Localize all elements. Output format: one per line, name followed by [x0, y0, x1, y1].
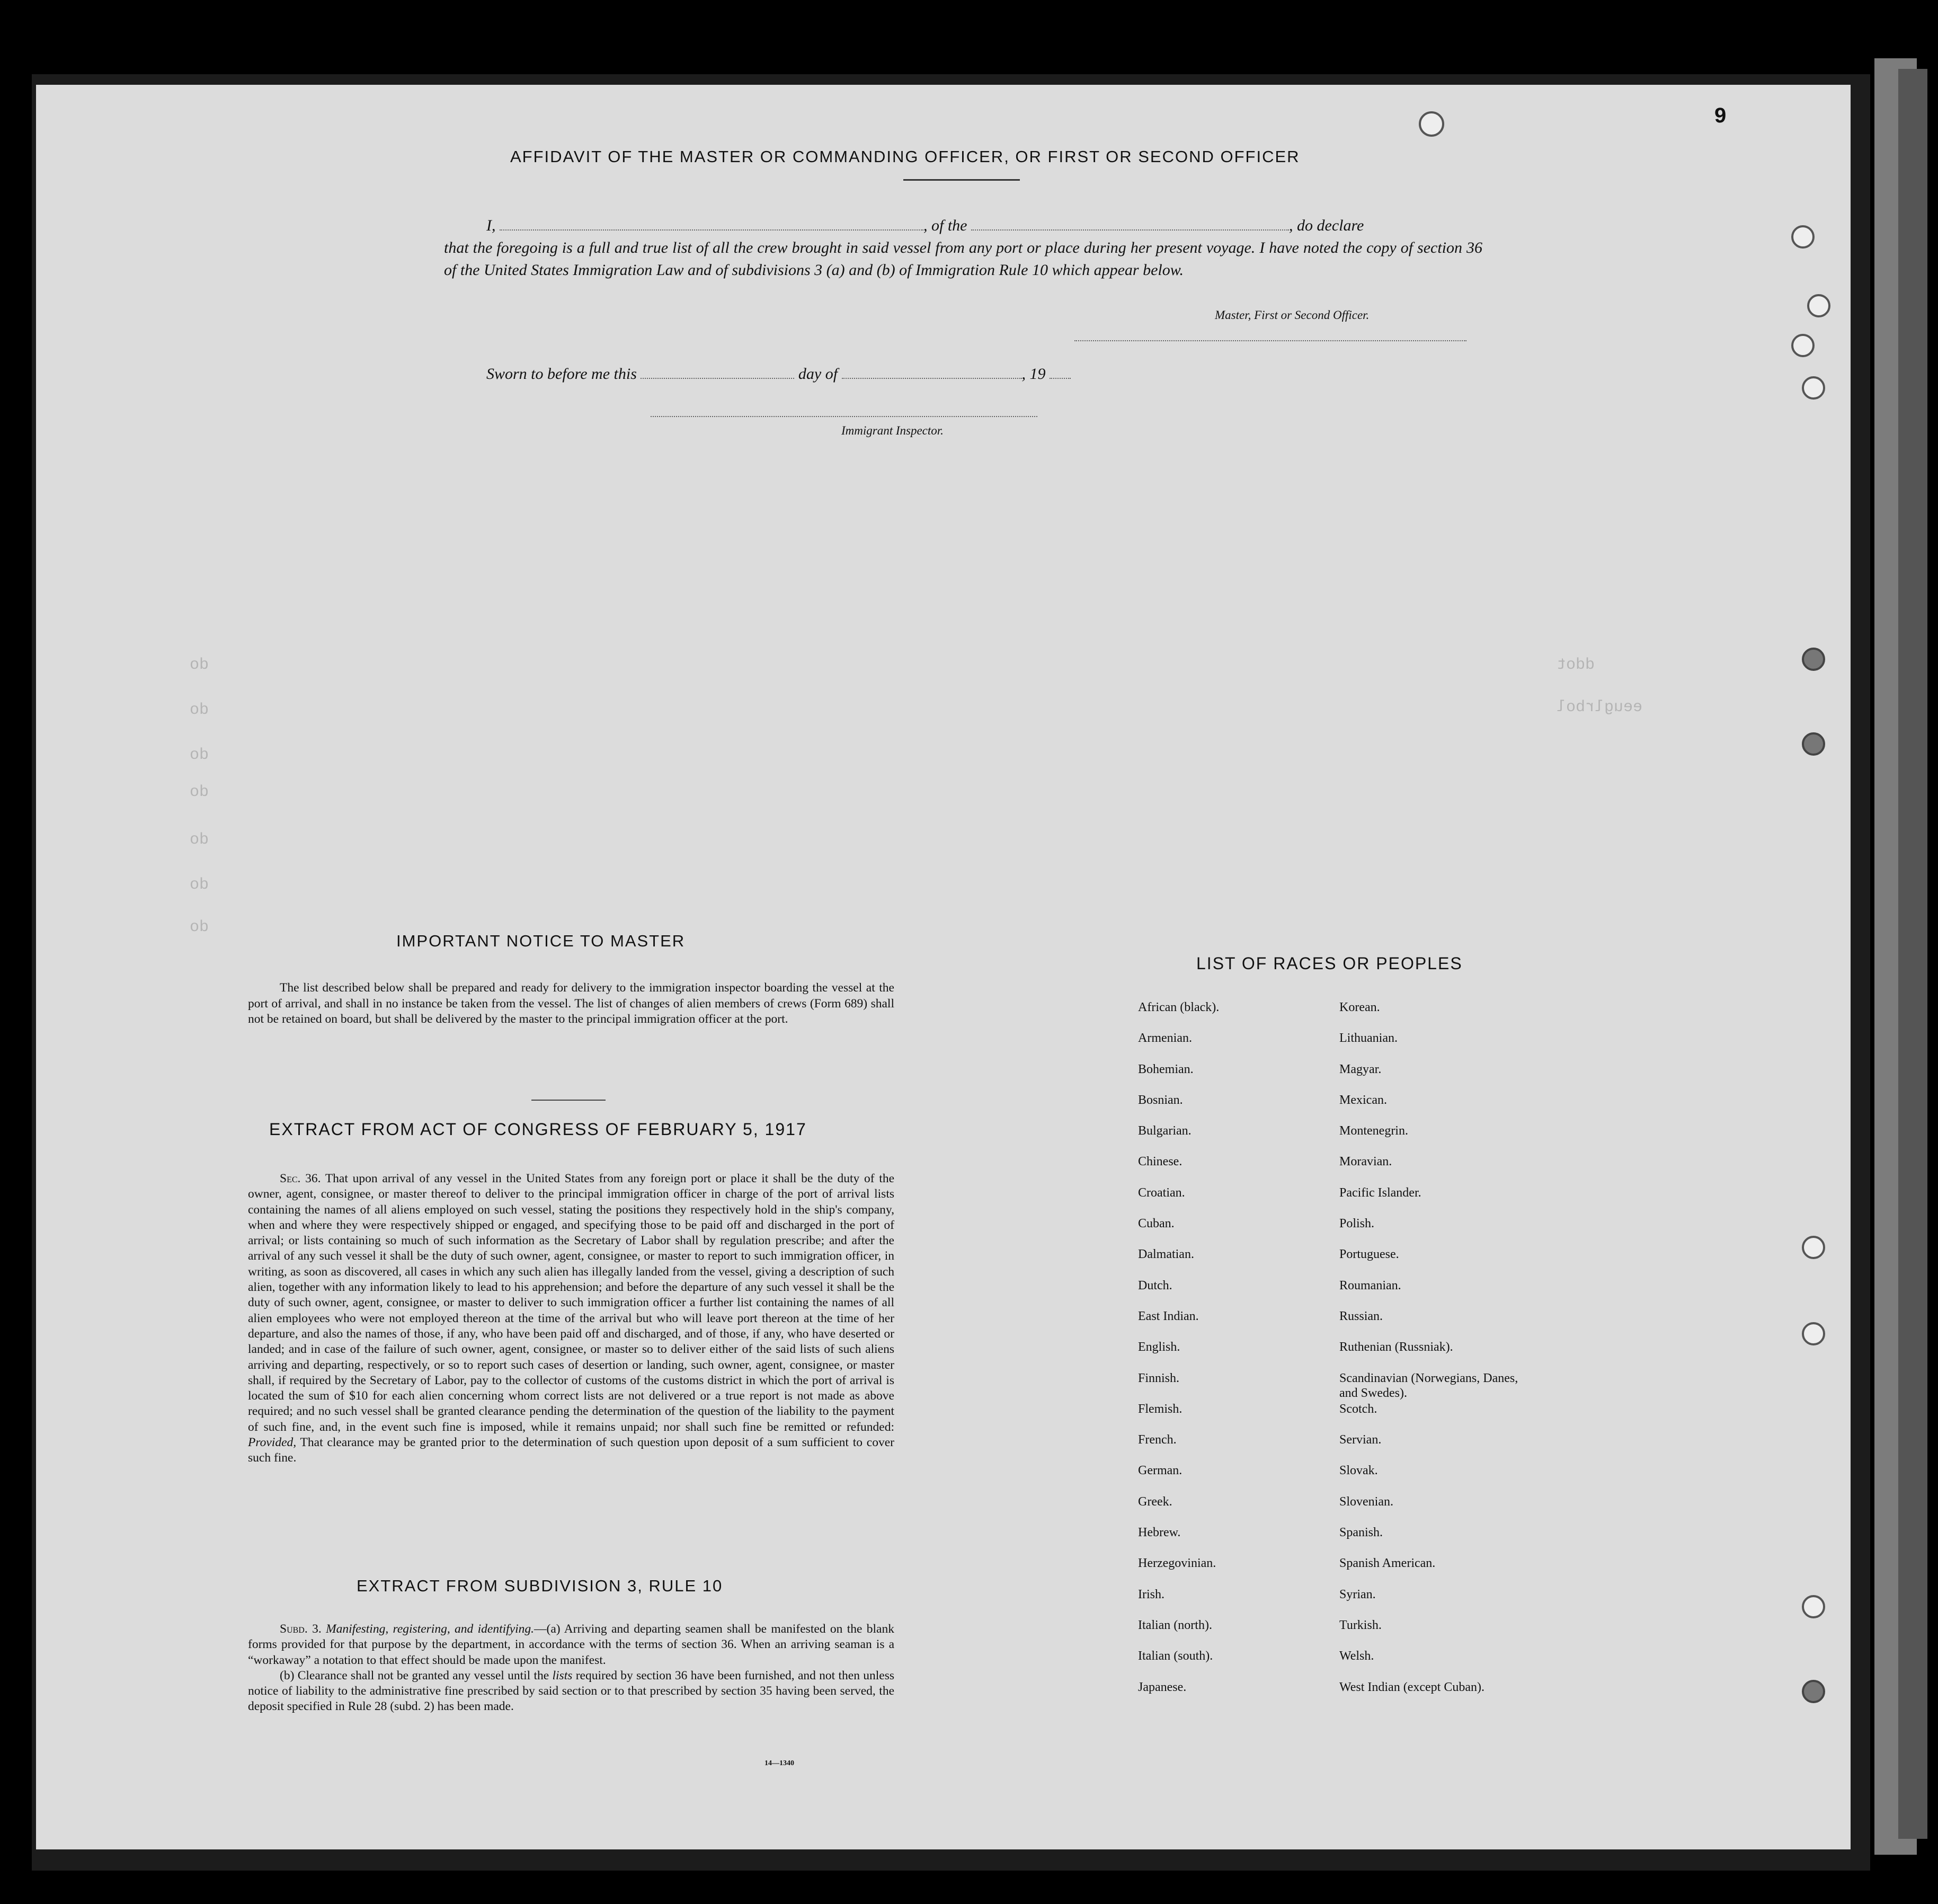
inspector-signature-line[interactable] — [651, 416, 1037, 417]
punch-hole — [1802, 376, 1825, 400]
declaration-body: that the foregoing is a full and true list of all the crew brought in said vessel from any port or place during her present voyage. I have noted the copy of section 36 of the United States Immigration Law and of subdivisions 3 (a) and (b) of Immigration Rule 10 which appear below. — [444, 239, 1482, 279]
race-item: French. — [1138, 1433, 1177, 1447]
race-item: Cuban. — [1138, 1217, 1175, 1231]
declaration-line — [444, 215, 1482, 237]
subd-label: Subd. 3. — [280, 1622, 322, 1636]
sec-label: Sec. 36. — [280, 1172, 321, 1185]
race-item: Dutch. — [1138, 1278, 1172, 1292]
bleed-through-mark: do — [190, 918, 209, 936]
section-rule — [531, 1100, 606, 1101]
race-item: Bulgarian. — [1138, 1124, 1192, 1138]
race-item: Montenegrin. — [1339, 1124, 1408, 1138]
notice-title: IMPORTANT NOTICE TO MASTER — [396, 932, 686, 950]
para-b-text-2: required by section 36 have been furnished, and not then unless notice of liability to the administrative fine prescribed by said section or to that prescribed by section 35 having been served, the deposit specified in Rule 28 (subd. 2) has been made. — [248, 1668, 894, 1714]
race-item: Bohemian. — [1138, 1062, 1194, 1076]
vessel-blank[interactable] — [971, 215, 1289, 231]
sworn-prefix: Sworn to before me this — [486, 365, 637, 383]
race-item: Pacific Islander. — [1339, 1185, 1421, 1200]
race-item: Italian (south). — [1138, 1649, 1213, 1663]
form-number: 14—1340 — [764, 1759, 794, 1767]
para-b-label: (b) — [280, 1668, 295, 1682]
race-item: Polish. — [1339, 1217, 1375, 1231]
race-item: Lithuanian. — [1339, 1031, 1398, 1046]
affidavit-body — [444, 215, 1482, 281]
punch-hole — [1802, 732, 1825, 756]
sworn-day-of: day of — [798, 365, 838, 383]
race-item: English. — [1138, 1340, 1180, 1354]
race-item: Russian. — [1339, 1309, 1383, 1323]
para-a-label: —(a) — [534, 1622, 561, 1636]
declare-end: , do declare — [1289, 217, 1364, 234]
provided-term: Provided, — [248, 1436, 297, 1450]
sworn-day-blank[interactable] — [641, 363, 794, 379]
race-item: Armenian. — [1138, 1031, 1192, 1046]
race-item: Croatian. — [1138, 1185, 1185, 1200]
punch-hole — [1791, 334, 1815, 357]
bleed-through-mark: do — [190, 746, 209, 764]
races-title: LIST OF RACES OR PEOPLES — [1196, 954, 1463, 973]
race-item: Dalmatian. — [1138, 1247, 1194, 1262]
act-extract-title: EXTRACT FROM ACT OF CONGRESS OF FEBRUARY 5, 1917 — [269, 1120, 807, 1139]
race-item: Japanese. — [1138, 1680, 1187, 1694]
punch-hole — [1802, 1680, 1825, 1703]
race-item: Servian. — [1339, 1433, 1382, 1447]
race-item: Scandinavian (Norwegians, Danes, and Swedes). — [1339, 1371, 1518, 1400]
race-item: Flemish. — [1138, 1402, 1183, 1416]
bleed-through-mark: do — [190, 831, 209, 849]
race-item: Bosnian. — [1138, 1093, 1183, 1107]
sheet-edge-inner — [1898, 69, 1927, 1839]
name-blank[interactable] — [500, 215, 923, 231]
race-item: East Indian. — [1138, 1309, 1199, 1323]
race-item: Turkish. — [1339, 1618, 1382, 1632]
punch-hole — [1419, 111, 1444, 137]
inspector-title: Immigrant Inspector. — [841, 424, 944, 437]
race-item: Italian (north). — [1138, 1618, 1212, 1632]
section-36-text — [248, 1171, 894, 1466]
sec-text-1: That upon arrival of any vessel in the United States from any foreign port or place it shall be the duty of the owner, agent, consignee, or master thereof to deliver to the principal immigration officer in charge of the port of arrival lists containing the names of all aliens employed on such vessel, stating the positions they respectively hold in the ship's company, when and where they were respectively shipped or engaged, and specifying those to be paid off and discharged in the port of arrival; or lists containing so much of such information as the Secretary of Labor shall by regulation prescribe; and after the arrival of any such vessel it shall be the duty of such owner, agent, consignee, or master to report to such immigration officer, in writing, as soon as discovered, all cases in which any such alien has illegally landed from the vessel, giving a description of such alien, together with any information likely to lead to his apprehension; and before the departure of any such vessel it shall be the duty of such owner, agent, consignee, or master to deliver to such immigration officer a further list containing the names of all alien employees who were not employed thereon at the time of the arrival but who will leave port thereon at the time of her departure, and also the names of those, if any, who have been paid off and discharged, and of those, if any, who have deserted or landed; and in case of the failure of such owner, agent, consignee, or master so to deliver either of the said lists of such aliens arriving and departing, respectively, or so to report such cases of desertion or landing, such owner, agent, consignee, or master shall, if required by the Secretary of Labor, pay to the collector of customs of the customs district in which the port of arrival is located the sum of $10 for each alien concerning whom correct lists are not delivered or a true report is not made as above required; and no such vessel shall be granted clearance pending the determination of the question of the liability to the payment of such fine, and, in the event such fine is imposed, while it remains unpaid; nor shall such fine be remitted or refunded: — [248, 1172, 895, 1434]
race-item: Portuguese. — [1339, 1247, 1399, 1262]
signature-title: Master, First or Second Officer. — [1215, 308, 1370, 322]
bleed-through-mark: do — [190, 876, 209, 894]
document-page — [36, 85, 1851, 1849]
race-item: Scotch. — [1339, 1402, 1377, 1416]
race-item: Syrian. — [1339, 1587, 1376, 1601]
paragraph-a — [248, 1622, 894, 1668]
race-item: Spanish. — [1339, 1526, 1383, 1540]
bleed-through-mark: do — [190, 656, 209, 674]
sworn-line — [486, 363, 1071, 383]
race-item: Greek. — [1138, 1494, 1172, 1509]
punch-hole — [1802, 1595, 1825, 1618]
race-item: Spanish American. — [1339, 1556, 1436, 1571]
race-item: German. — [1138, 1464, 1183, 1478]
race-item: Magyar. — [1339, 1062, 1382, 1076]
race-item: Korean. — [1339, 1000, 1380, 1014]
race-item: Herzegovinian. — [1138, 1556, 1216, 1571]
sworn-year-blank[interactable] — [1050, 363, 1071, 379]
title-rule — [903, 179, 1020, 181]
paragraph-b — [248, 1668, 894, 1715]
sworn-year: , 19 — [1021, 365, 1046, 383]
race-item: Welsh. — [1339, 1649, 1374, 1663]
declare-i: I, — [486, 217, 496, 234]
race-item: Ruthenian (Russniak). — [1339, 1340, 1453, 1354]
bleed-through-mark: ddot — [1557, 656, 1595, 674]
race-item: Slovak. — [1339, 1464, 1378, 1478]
races-column-1 — [1138, 1000, 1329, 1711]
race-item: Hebrew. — [1138, 1526, 1181, 1540]
rule-extract-title: EXTRACT FROM SUBDIVISION 3, RULE 10 — [357, 1577, 723, 1595]
race-item: Finnish. — [1138, 1371, 1180, 1385]
race-item: Chinese. — [1138, 1155, 1183, 1169]
race-item: Irish. — [1138, 1587, 1164, 1601]
race-item: African (black). — [1138, 1000, 1220, 1014]
subd-heading: Manifesting, registering, and identifying. — [326, 1622, 535, 1636]
race-item: Mexican. — [1339, 1093, 1387, 1107]
race-item: Slovenian. — [1339, 1494, 1393, 1509]
para-a-text: Arriving and departing seamen shall be manifested on the blank forms provided for that purpose by the department, in accordance with the terms of section 36. When an arriving seaman is a “workaway” a notation to that effect should be made upon the manifest. — [248, 1622, 894, 1667]
para-b-lists: lists — [552, 1668, 573, 1682]
races-column-2 — [1339, 1000, 1530, 1711]
subdivision-text — [248, 1622, 894, 1715]
punch-hole — [1802, 1322, 1825, 1345]
page-number: 9 — [1714, 104, 1727, 127]
declare-of-the: , of the — [923, 217, 967, 234]
signature-line[interactable] — [1074, 340, 1466, 341]
affidavit-title: AFFIDAVIT OF THE MASTER OR COMMANDING OFFICER, OR FIRST OR SECOND OFFICER — [510, 147, 1300, 166]
notice-body: The list described below shall be prepared and ready for delivery to the immigration inspector boarding the vessel at the port of arrival, and shall in no instance be taken from the vessel. The list of changes of alien members of crews (Form 689) shall not be retained on board, but shall be delivered by the master to the principal immigration officer at the port. — [248, 981, 894, 1026]
bleed-through-mark: do — [190, 701, 209, 719]
sworn-month-blank[interactable] — [842, 363, 1022, 379]
bleed-through-mark: do — [190, 783, 209, 801]
punch-hole — [1802, 648, 1825, 671]
race-item: Roumanian. — [1339, 1278, 1401, 1292]
para-b-text-1: Clearance shall not be granted any vessel until the — [297, 1668, 549, 1682]
sec-text-2: That clearance may be granted prior to the determination of such question upon deposit of a sum sufficient to cover such fine. — [248, 1436, 894, 1465]
punch-hole — [1791, 225, 1815, 249]
race-item: Moravian. — [1339, 1155, 1392, 1169]
bleed-through-mark: eeuglrbol — [1557, 698, 1643, 716]
punch-hole — [1802, 1236, 1825, 1259]
race-item: West Indian (except Cuban). — [1339, 1680, 1484, 1694]
punch-hole — [1807, 294, 1830, 317]
